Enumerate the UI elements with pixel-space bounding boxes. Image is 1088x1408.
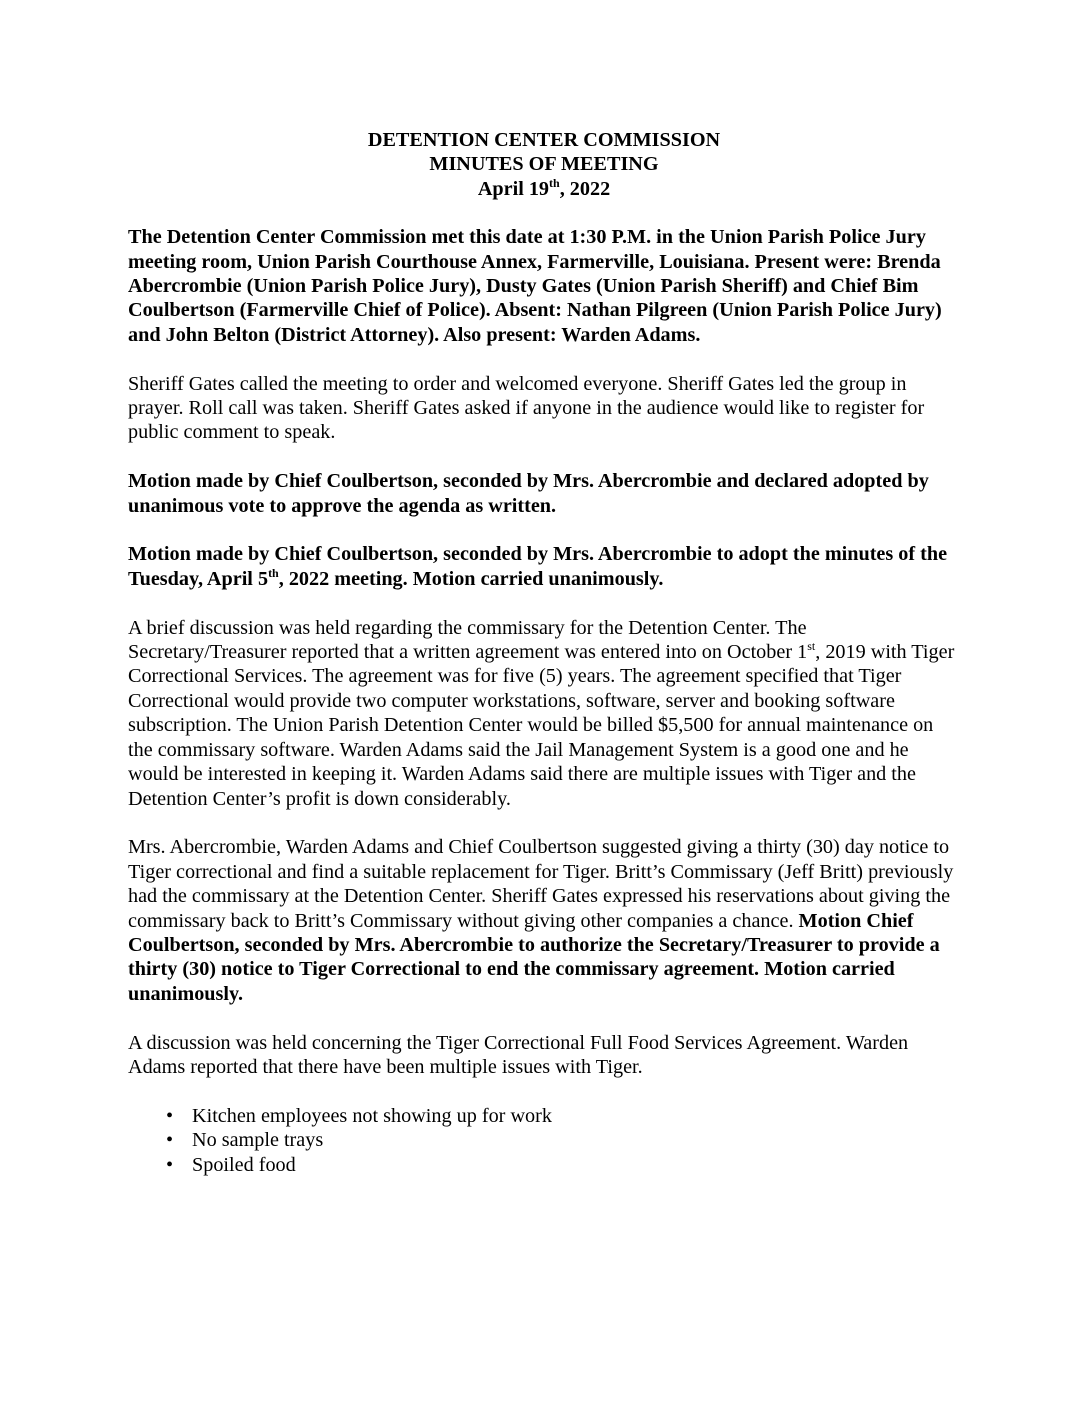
notice-discussion-text: Mrs. Abercrombie, Warden Adams and Chief Coulbertson suggested giving a thirty (30) day notice to Tiger correctional and find a suitable replacement for Tiger. Britt’s Commissary (Jeff Britt) previously had the commissary at the Detention Center. Sheriff Gates expressed his reservations about giving the commissary back to Britt’s Commissary without giving other companies a chance. bbox=[128, 836, 954, 932]
commissary-ordinal: st bbox=[807, 639, 816, 654]
meeting-date bbox=[128, 177, 960, 201]
commissary-text: A brief discussion was held regarding the commissary for the Detention Center. The Secretary/Treasurer reported that a written agreement was entered into on October 1 bbox=[128, 616, 808, 664]
list-item bbox=[128, 1104, 960, 1128]
commissary-text-end: , 2019 with Tiger Correctional Services. The agreement was for five (5) years. The agreement specified that Tiger Correctional would provide two computer workstations, software, server and booking software subscription. The Union Parish Detention Center would be billed $5,500 for annual maintenance on the commissary software. Warden Adams said the Jail Management System is a good one and he would be interested in keeping it. Warden Adams said there are multiple issues with Tiger and the Detention Center’s profit is down considerably. bbox=[128, 641, 955, 810]
issues-list bbox=[128, 1104, 960, 1177]
bullet-icon: • bbox=[166, 1129, 174, 1152]
minutes-motion-ordinal: th bbox=[268, 565, 279, 580]
meeting-date-year: , 2022 bbox=[559, 177, 611, 200]
bullet-icon: • bbox=[166, 1153, 174, 1176]
minutes-motion-paragraph bbox=[128, 542, 960, 591]
agenda-motion-paragraph: Motion made by Chief Coulbertson, seconded by Mrs. Abercrombie and declared adopted by unanimous vote to approve the agenda as written. bbox=[128, 470, 929, 517]
notice-paragraph bbox=[128, 835, 960, 1006]
document-page bbox=[128, 128, 960, 1177]
food-services-paragraph: A discussion was held concerning the Tiger Correctional Full Food Services Agreement. Warden Adams reported that there have been multiple issues with Tiger. bbox=[128, 1031, 909, 1078]
bullet-icon: • bbox=[166, 1104, 174, 1127]
minutes-motion-text-end: , 2022 meeting. Motion carried unanimously. bbox=[278, 567, 664, 590]
call-to-order-paragraph: Sheriff Gates called the meeting to order and welcomed everyone. Sheriff Gates led the group in prayer. Roll call was taken. Sheriff Gates asked if anyone in the audience would like to register for public comment to speak. bbox=[128, 372, 925, 444]
list-item bbox=[128, 1128, 960, 1152]
list-item-text: Spoiled food bbox=[192, 1153, 296, 1176]
notice-motion-text: Motion Chief Coulbertson, seconded by Mrs. Abercrombie to authorize the Secretary/Treasurer to provide a thirty (30) notice to Tiger Correctional to end the commissary agreement. Motion carried unanimously. bbox=[128, 909, 940, 1005]
document-heading bbox=[128, 128, 960, 201]
commissary-discussion-paragraph bbox=[128, 616, 960, 811]
meeting-date-ordinal: th bbox=[549, 175, 560, 190]
minutes-motion-text: Motion made by Chief Coulbertson, seconded by Mrs. Abercrombie to adopt the minutes of the Tuesday, April 5 bbox=[128, 543, 948, 590]
minutes-title: MINUTES OF MEETING bbox=[429, 153, 659, 176]
commission-title: DETENTION CENTER COMMISSION bbox=[367, 129, 721, 151]
meeting-date-prefix: April 19 bbox=[477, 177, 550, 200]
list-item bbox=[128, 1153, 960, 1177]
list-item-text: Kitchen employees not showing up for work bbox=[192, 1104, 552, 1127]
list-item-text: No sample trays bbox=[192, 1129, 324, 1152]
attendance-paragraph: The Detention Center Commission met this date at 1:30 P.M. in the Union Parish Police Jury meeting room, Union Parish Courthouse Annex, Farmerville, Louisiana. Present were: Brenda Abercrombie (Union Parish Police Jury), Dusty Gates (Union Parish Sheriff) and Chief Bim Coulbertson (Farmerville Chief of Police). Absent: Nathan Pilgreen (Union Parish Police Jury) and John Belton (District Attorney). Also present: Warden Adams. bbox=[128, 226, 942, 346]
